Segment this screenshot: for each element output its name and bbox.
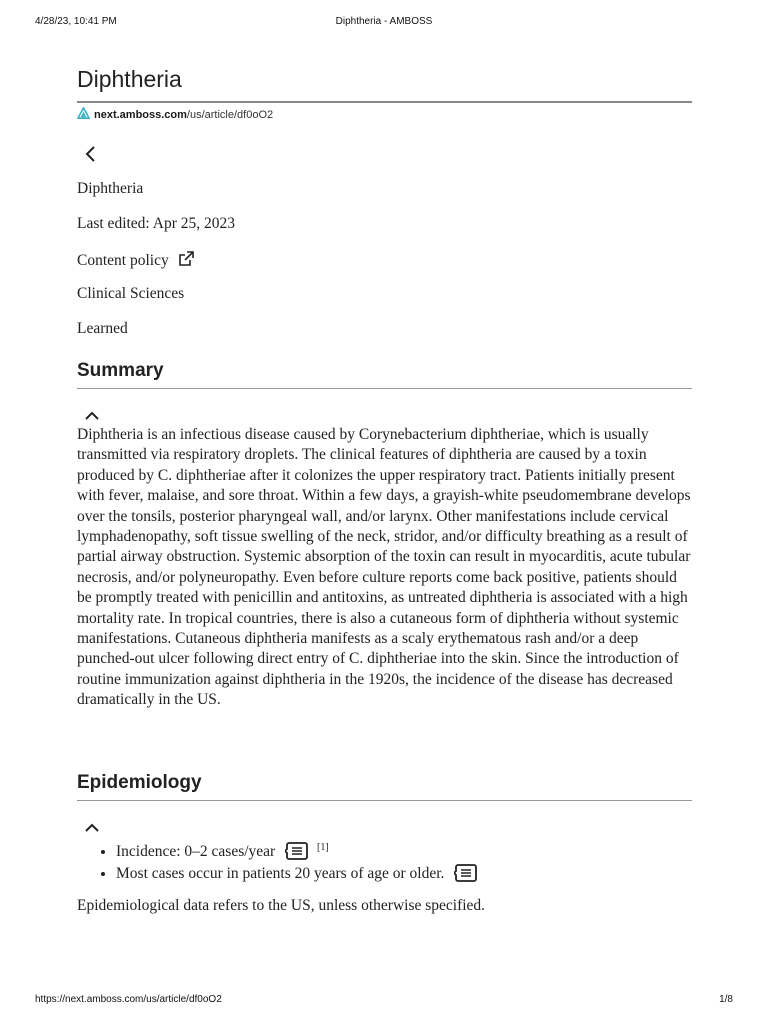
epidemiology-note: Epidemiological data refers to the US, unless otherwise specified. xyxy=(77,897,486,914)
print-title: Diphtheria - AMBOSS xyxy=(335,16,433,27)
epidemiology-divider xyxy=(77,800,692,801)
content-policy-label: Content policy xyxy=(77,252,169,269)
summary-divider xyxy=(77,388,692,389)
bullet-text: Most cases occur in patients 20 years of age or older. xyxy=(116,865,445,882)
print-header xyxy=(35,16,733,30)
meta-last-edited: Last edited: Apr 25, 2023 xyxy=(77,215,235,232)
article-title: Diphtheria xyxy=(77,66,182,92)
bullet-text: Incidence: 0–2 cases/year xyxy=(116,843,276,860)
back-arrow-icon[interactable] xyxy=(83,145,99,163)
source-path: /us/article/df0oO2 xyxy=(186,109,274,121)
title-divider xyxy=(77,101,692,103)
summary-heading: Summary xyxy=(77,360,164,381)
external-link-icon xyxy=(177,250,195,268)
summary-text: Diphtheria is an infectious disease caused by Corynebacterium diphtheriae, which is usually transmitted via respiratory droplets. The clinical features of diphtheria are caused by a toxin produced by C. diphtheriae after it colonizes the upper respiratory tract. Patients initially present with fever, malaise, and sore throat. Within a few days, a grayish-white pseudomembrane develops over the tonsils, posterior pharyngeal wall, and/or larynx. Other manifestations include cervical lymphadenopathy, soft tissue swelling of the neck, stridor, and/or difficulty breathing as a result of partial airway obstruction. Systemic absorption of the toxin can result in myocarditis, acute tubular necrosis, and/or polyneuropathy. Even before culture reports come back positive, patients should be promptly treated with penicillin and antitoxins, as untreated diphtheria is associated with a high mortality rate. In tropical countries, there is also a cutaneous form of diphtheria without systemic manifestations. Cutaneous diphtheria manifests as a scaly erythematous rash and/or a deep punched-out ulcer following direct entry of C. diphtheriae into the skin. Since the introduction of routine immunization against diphtheria in the 1920s, the incidence of the disease has decreased dramatically in the US. xyxy=(77,426,691,709)
meta-name: Diphtheria xyxy=(77,180,144,197)
amboss-logo-icon xyxy=(77,107,90,120)
collapse-epidemiology-icon[interactable] xyxy=(84,821,100,833)
print-datetime: 4/28/23, 10:41 PM xyxy=(35,16,117,27)
epidemiology-list xyxy=(77,837,692,885)
source-domain: next.amboss.com xyxy=(94,109,187,121)
meta-status: Learned xyxy=(77,320,128,337)
page-number: 1/8 xyxy=(719,994,733,1005)
collapse-summary-icon[interactable] xyxy=(84,409,100,421)
citation-link[interactable]: [1] xyxy=(316,842,329,853)
epidemiology-heading: Epidemiology xyxy=(77,772,202,793)
note-icon[interactable] xyxy=(454,863,478,883)
content-policy-link[interactable] xyxy=(77,250,195,270)
print-footer xyxy=(35,994,733,1008)
print-url: https://next.amboss.com/us/article/df0oO2 xyxy=(35,994,222,1005)
note-icon[interactable] xyxy=(285,841,309,861)
list-item xyxy=(116,863,692,885)
list-item xyxy=(116,837,692,863)
source-link[interactable] xyxy=(77,107,273,121)
meta-category: Clinical Sciences xyxy=(77,285,185,302)
